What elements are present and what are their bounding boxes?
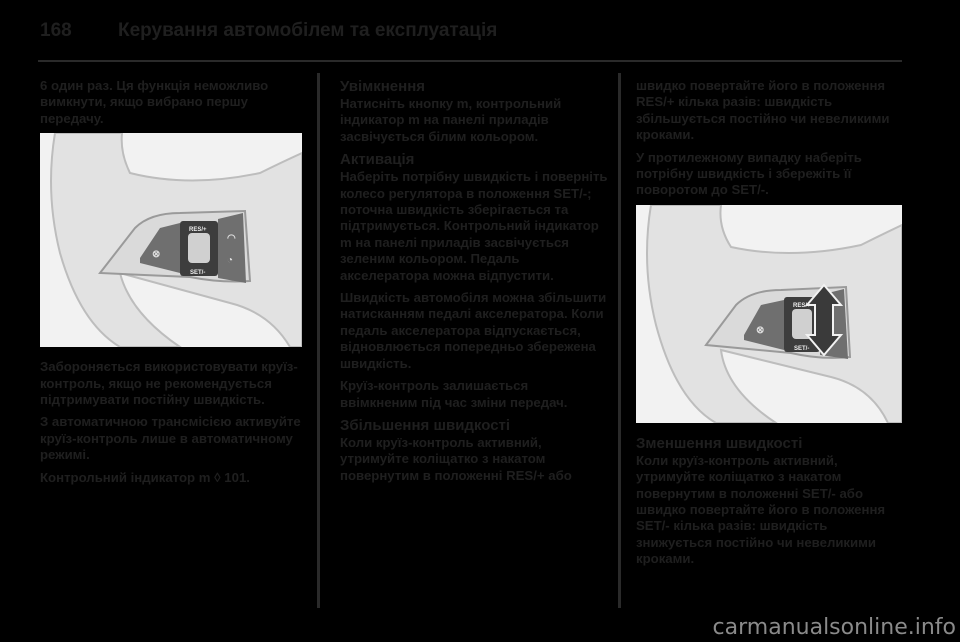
watermark-link[interactable]: carmanualsonline.info xyxy=(712,615,956,640)
paragraph: Коли круїз-контроль активний, утримуйте коліщатко з накатом повернутим в положенні SET/- або швидко повертайте його в положення SET/- кілька разів: швидкість знижується постійно чи невеликими кроками. xyxy=(636,452,886,567)
steering-wheel-figure-arrow xyxy=(636,205,902,423)
paragraph: Натисніть кнопку m, контрольний індикатор m на панелі приладів засвічується білим кольором. xyxy=(340,96,562,144)
header-divider xyxy=(38,60,902,62)
svg-text:◠: ◠ xyxy=(227,233,236,245)
svg-text:◔: ◔ xyxy=(227,255,234,267)
section-heading: Увімкнення xyxy=(340,78,426,95)
svg-text:RES/+: RES/+ xyxy=(189,227,207,234)
section-heading: Активація xyxy=(340,151,415,169)
page-number: 168 xyxy=(40,20,72,41)
column-divider xyxy=(618,73,621,608)
column-3 xyxy=(636,78,906,574)
column-2 xyxy=(340,78,608,490)
chapter-title: Керування автомобілем та експлуатація xyxy=(118,20,498,41)
svg-text:RES/+: RES/+ xyxy=(793,302,811,309)
svg-text:SET/-: SET/- xyxy=(190,270,206,277)
svg-text:⊗: ⊗ xyxy=(756,324,765,336)
paragraph: Наберіть потрібну швидкість і поверніть колесо регулятора в положення SET/-; поточна швидкість зберігається та підтримується. Контрольний індикатор m на панелі приладів засвічується зеленим кольором. Педаль акселератора можна відпустити. xyxy=(340,169,608,283)
steering-wheel-figure xyxy=(40,133,302,347)
paragraph: Контрольний індикатор m ◊ 101. xyxy=(40,469,250,485)
column-divider xyxy=(317,73,320,608)
column-1 xyxy=(40,78,305,492)
steering-wheel-illustration xyxy=(636,205,902,423)
paragraph: Круїз-контроль залишається ввімкненим під час зміни передач. xyxy=(340,378,568,410)
paragraph: 6 один раз. Ця функція неможливо вимкнути, якщо вибрано першу передачу. xyxy=(40,78,269,126)
paragraph: У протилежному випадку наберіть потрібну швидкість і збережіть її поворотом до SET/-. xyxy=(636,149,862,198)
paragraph: З автоматичною трансмісією активуйте круїз-контроль лише в автоматичному режимі. xyxy=(40,414,301,463)
steering-wheel-illustration xyxy=(40,133,302,347)
paragraph: Коли круїз-контроль активний, утримуйте коліщатко з накатом повернутим в положенні RES/+ або xyxy=(340,434,572,483)
section-heading: Збільшення швидкості xyxy=(340,416,511,434)
section-heading: Зменшення швидкості xyxy=(636,434,803,452)
svg-text:⊗: ⊗ xyxy=(152,249,161,261)
paragraph: Забороняється використовувати круїз-контроль, якщо не рекомендується підтримувати постійну швидкість. xyxy=(40,359,298,408)
paragraph: Швидкість автомобіля можна збільшити натисканням педалі акселератора. Коли педаль акселератора відпускається, відновлюється попередньо збережена швидкість. xyxy=(340,290,607,371)
paragraph: швидко повертайте його в положення RES/+ кілька разів: швидкість збільшується постійно чи невеликими кроками. xyxy=(636,78,890,143)
svg-text:SET/-: SET/- xyxy=(794,345,810,352)
